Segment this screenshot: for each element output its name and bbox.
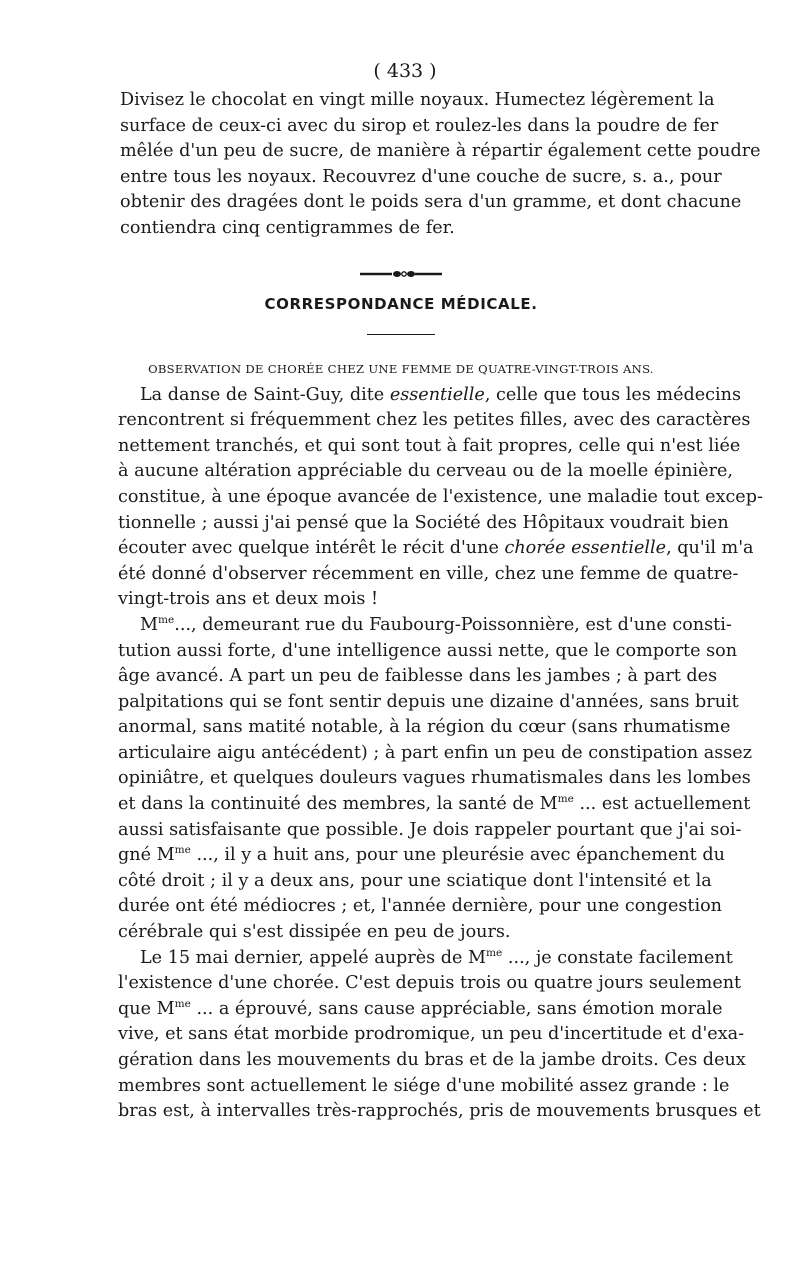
text-line: articulaire aigu antécédent) ; à part enfin un peu de constipation assez bbox=[118, 742, 752, 763]
article-body bbox=[118, 383, 763, 1125]
text-line: tution aussi forte, d'une intelligence aussi nette, que le comporte son bbox=[118, 640, 738, 661]
text-line: anormal, sans matité notable, à la région du cœur (sans rhumatisme bbox=[118, 717, 731, 738]
text-line: Le 15 mai dernier, appelé auprès de $M^{me}$ ..., je constate facilement bbox=[140, 946, 733, 968]
text-line: tionnelle ; aussi j'ai pensé que la Société des Hôpitaux voudrait bien bbox=[118, 512, 729, 533]
text-line: constitue, à une époque avancée de l'existence, une maladie tout excep- bbox=[118, 486, 763, 507]
page-content bbox=[118, 58, 763, 1125]
text-line: $M^{me}$..., demeurant rue du Faubourg-Poissonnière, est d'une consti- bbox=[140, 614, 732, 635]
text-line: rencontrent si fréquemment chez les petites filles, avec des caractères bbox=[118, 410, 751, 431]
text-line: contiendra cinq centigrammes de fer. bbox=[120, 217, 455, 238]
text-line: bras est, à intervalles très-rapprochés, pris de mouvements brusques et bbox=[118, 1101, 761, 1122]
text-line: palpitations qui se font sentir depuis une dizaine d'années, sans bruit bbox=[118, 691, 739, 712]
text-line: à aucune altération appréciable du cerveau ou de la moelle épinière, bbox=[118, 461, 733, 482]
text-line: que $M^{me}$ ... a éprouvé, sans cause appréciable, sans émotion morale bbox=[118, 997, 723, 1019]
text-line: gné $M^{me}$ ..., il y a huit ans, pour une pleurésie avec épanchement du bbox=[118, 844, 725, 866]
text-line: âge avancé. A part un peu de faiblesse dans les jambes ; à part des bbox=[118, 666, 718, 687]
text-line: vive, et sans état morbide prodromique, un peu d'incertitude et d'exa- bbox=[118, 1024, 745, 1045]
text-line: Divisez le chocolat en vingt mille noyaux. Humectez légèrement la bbox=[120, 90, 715, 110]
ornament-divider-icon bbox=[356, 266, 446, 282]
paragraph-1 bbox=[118, 383, 763, 613]
text-line: La danse de Saint-Guy, dite essentielle, celle que tous les médecins bbox=[140, 384, 742, 405]
text-line: côté droit ; il y a deux ans, pour une sciatique dont l'intensité et la bbox=[118, 870, 712, 891]
text-line: été donné d'observer récemment en ville, chez une femme de quatre- bbox=[118, 563, 739, 584]
section-title: CORRESPONDANCE MÉDICALE. bbox=[264, 294, 538, 313]
text-line: vingt-trois ans et deux mois ! bbox=[118, 589, 379, 610]
text-line: aussi satisfaisante que possible. Je dois rappeler pourtant que j'ai soi- bbox=[118, 819, 742, 840]
text-line: surface de ceux-ci avec du sirop et roulez-les dans la poudre de fer bbox=[120, 115, 719, 136]
paragraph-2 bbox=[118, 613, 752, 946]
text-line: opiniâtre, et quelques douleurs vagues rhumatismales dans les lombes bbox=[118, 768, 751, 789]
recipe-paragraph bbox=[118, 88, 761, 242]
text-line: cérébrale qui s'est dissipée en peu de jours. bbox=[118, 922, 511, 943]
text-line: durée ont été médiocres ; et, l'année dernière, pour une congestion bbox=[118, 896, 723, 917]
section-rule bbox=[367, 334, 435, 335]
article-subtitle: OBSERVATION DE CHORÉE CHEZ UNE FEMME DE QUATRE-VINGT-TROIS ANS. bbox=[148, 361, 654, 376]
text-line: obtenir des dragées dont le poids sera d'un gramme, et dont chacune bbox=[120, 192, 742, 213]
text-line: membres sont actuellement le siége d'une mobilité assez grande : le bbox=[118, 1075, 730, 1096]
text-line: nettement tranchés, et qui sont tout à fait propres, celle qui n'est liée bbox=[118, 435, 741, 456]
text-line: écouter avec quelque intérêt le récit d'une chorée essentielle, qu'il m'a bbox=[118, 538, 754, 559]
page-number: ( 433 ) bbox=[373, 60, 437, 82]
text-line: entre tous les noyaux. Recouvrez d'une couche de sucre, s. a., pour bbox=[120, 166, 722, 187]
text-line: gération dans les mouvements du bras et de la jambe droits. Ces deux bbox=[118, 1050, 746, 1070]
text-line: et dans la continuité des membres, la santé de $M^{me}$ ... est actuellement bbox=[118, 793, 751, 815]
text-line: l'existence d'une chorée. C'est depuis trois ou quatre jours seulement bbox=[118, 973, 742, 994]
paragraph-3 bbox=[118, 946, 761, 1125]
text-line: mêlée d'un peu de sucre, de manière à répartir également cette poudre bbox=[120, 141, 761, 162]
